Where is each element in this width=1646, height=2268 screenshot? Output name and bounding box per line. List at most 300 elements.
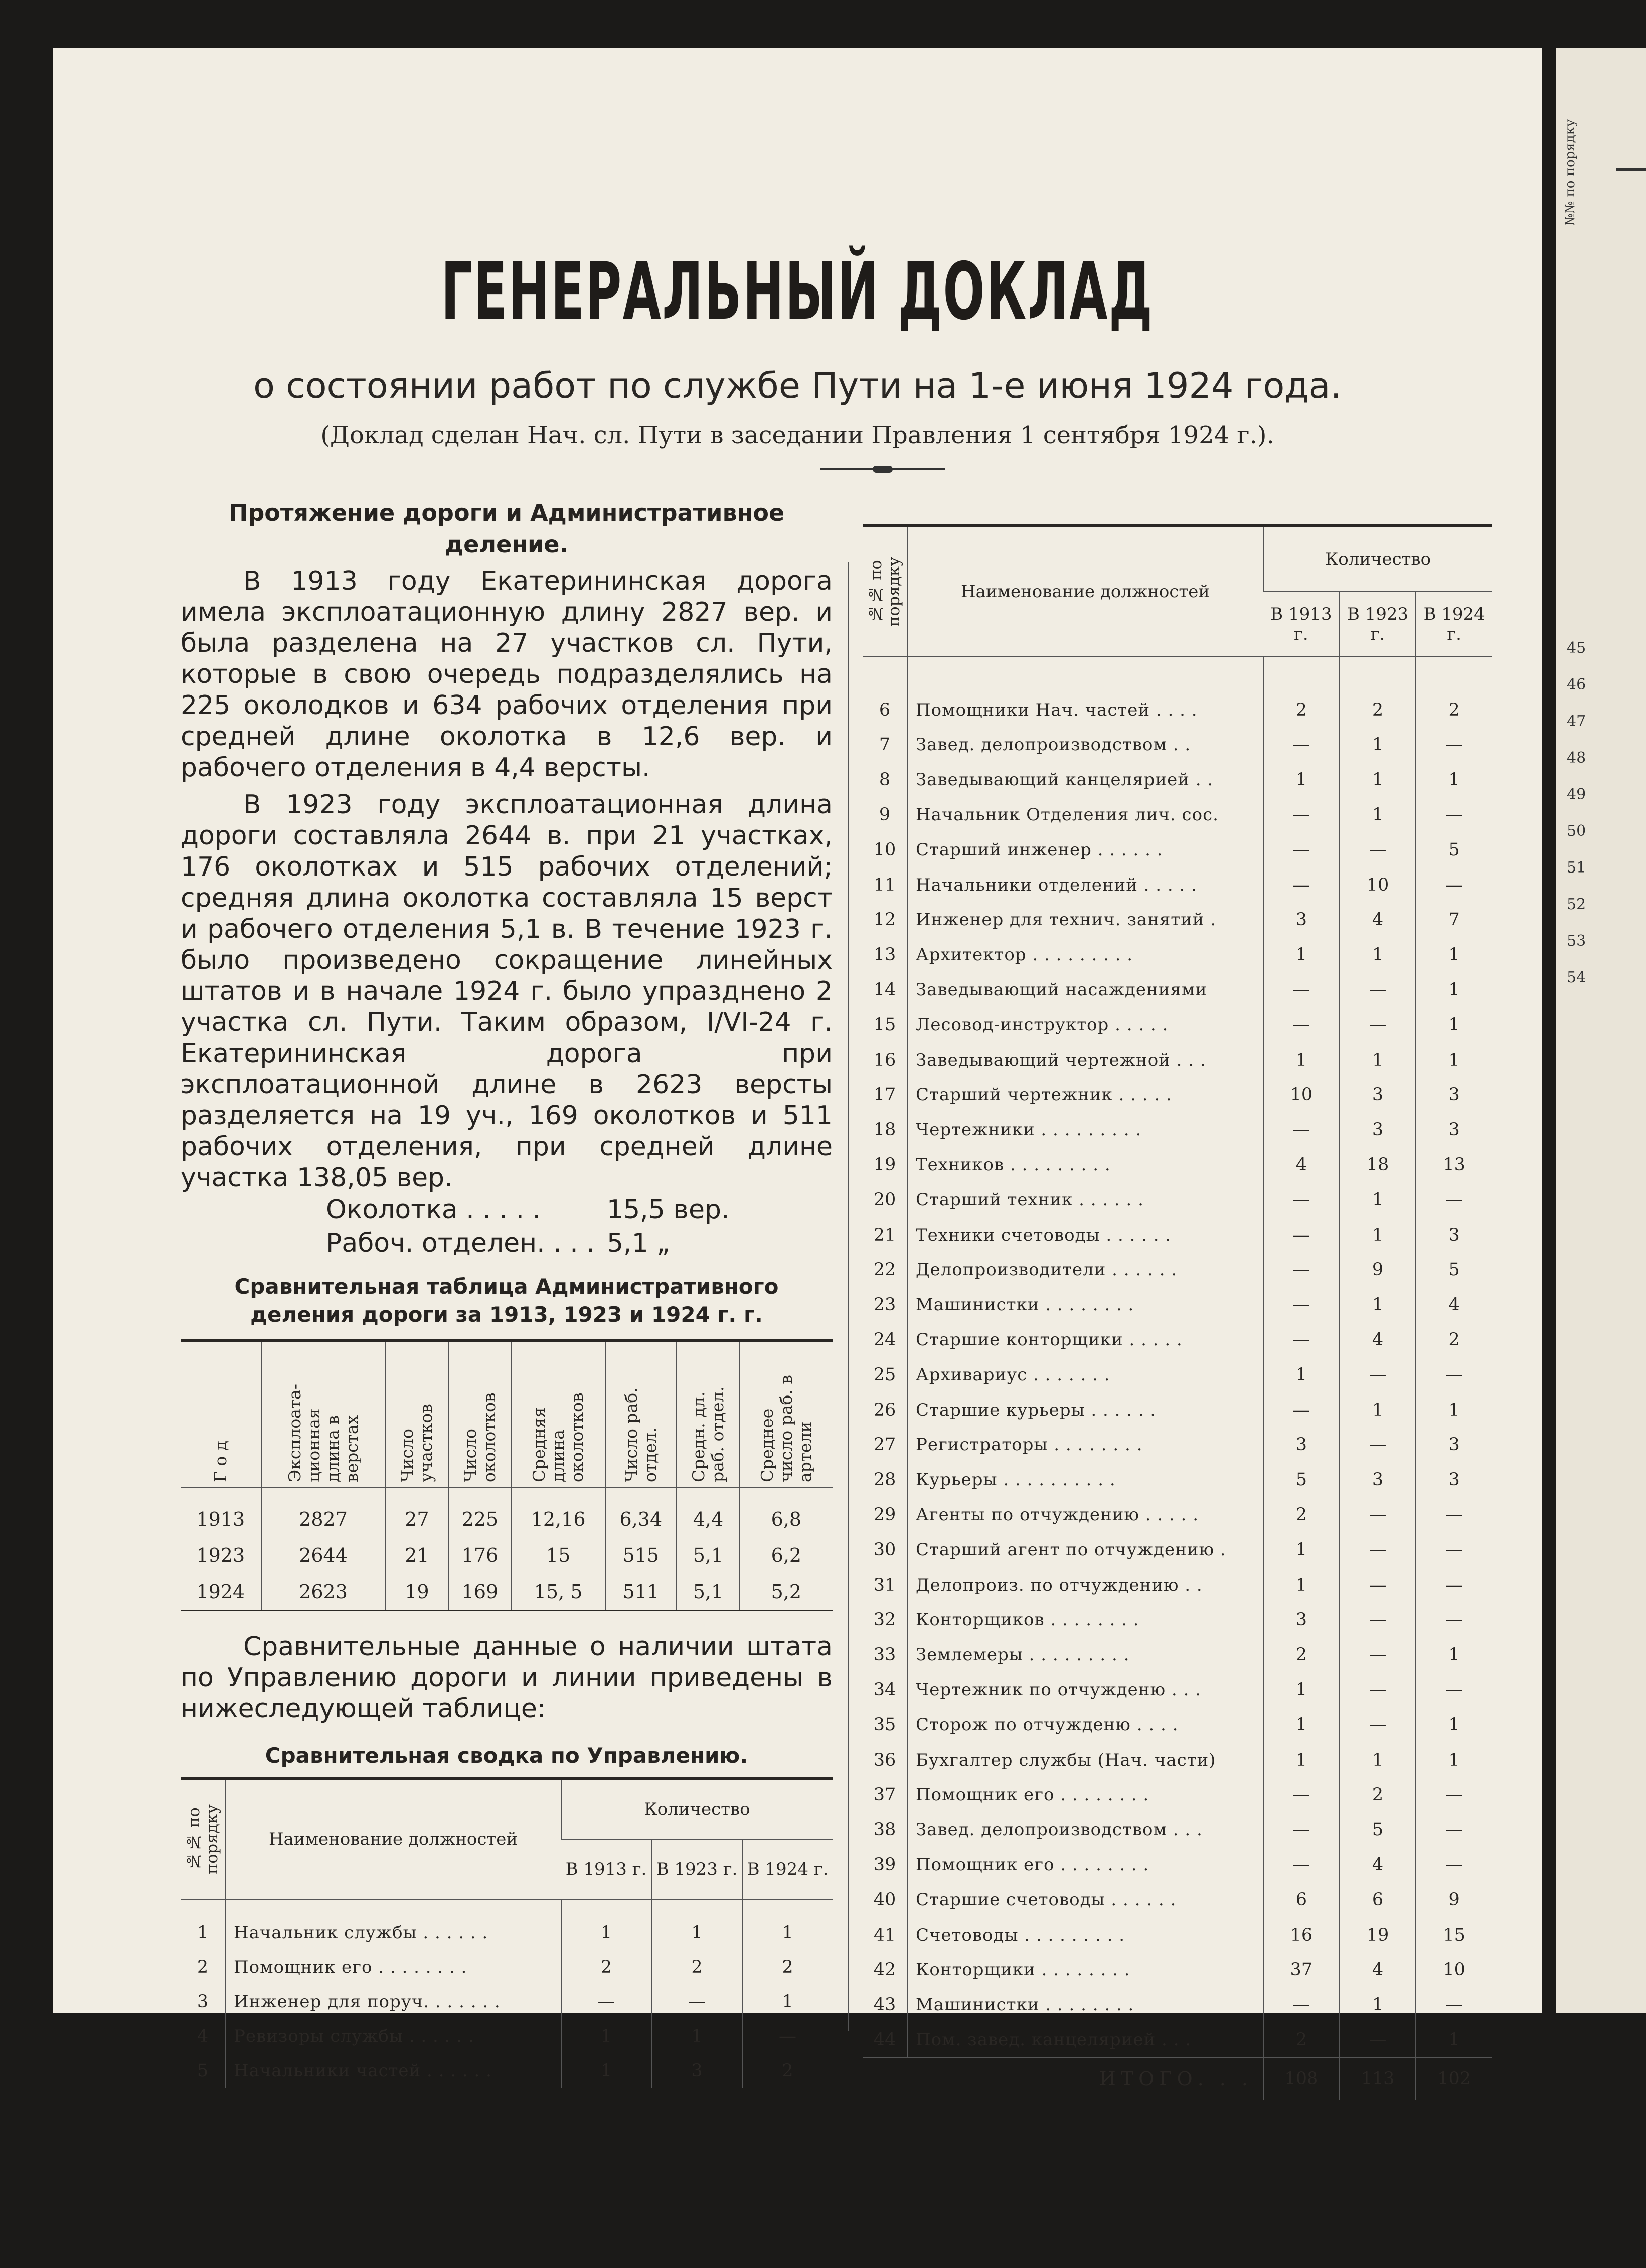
spacer-cell <box>225 1899 561 1915</box>
row-number: 3 <box>197 1991 209 2012</box>
table-row <box>863 1847 1492 1882</box>
row-number: 28 <box>873 1470 896 1490</box>
position-name: Техников . . . . . . . . . <box>907 1147 1263 1182</box>
col-num-label-right: №№ по порядку <box>866 557 903 627</box>
table-row <box>863 1147 1492 1182</box>
quantity-cell: 3 <box>1416 1462 1492 1497</box>
table-cell: 225 <box>448 1501 512 1537</box>
table-spacer-row <box>863 657 1492 692</box>
quantity-cell: — <box>1340 1428 1416 1463</box>
quantity-cell: 4 <box>1263 1147 1340 1182</box>
position-name: Чертежник по отчужденю . . . <box>907 1672 1263 1707</box>
position-name: Курьеры . . . . . . . . . . <box>907 1462 1263 1497</box>
staff-table-title: Сравнительная сводка по Управлению. <box>265 1743 748 1768</box>
col-1913-header: В 1913 г. <box>561 1839 651 1899</box>
row-number: 10 <box>873 839 896 860</box>
row-number: 14 <box>873 980 896 1000</box>
table-row <box>863 1778 1492 1813</box>
table-row <box>863 1952 1492 1987</box>
quantity-cell: — <box>1263 972 1340 1007</box>
position-name: Конторщиков . . . . . . . . <box>907 1603 1263 1638</box>
quantity-cell: 6 <box>1340 1882 1416 1917</box>
quantity-cell: 5 <box>1263 1462 1340 1497</box>
table-cell: 5,1 <box>677 1574 740 1611</box>
spacer-cell <box>181 1488 261 1501</box>
table-row <box>181 1950 833 1984</box>
quantity-cell: 3 <box>1416 1217 1492 1253</box>
spacer-cell <box>512 1488 605 1501</box>
right-column <box>863 524 1492 2100</box>
quantity-cell: 1 <box>1263 1042 1340 1078</box>
quantity-cell: — <box>1263 867 1340 903</box>
quantity-cell: 13 <box>1416 1147 1492 1182</box>
quantity-cell: — <box>1416 1812 1492 1847</box>
quantity-cell: 2 <box>561 1950 651 1984</box>
quantity-cell: — <box>1340 1672 1416 1707</box>
quantity-cell: 1 <box>1416 1742 1492 1778</box>
quantity-cell: 2 <box>742 2053 833 2088</box>
row-number: 36 <box>873 1750 896 1770</box>
total-1923: 113 <box>1340 2058 1416 2100</box>
position-name: Старший инженер . . . . . . <box>907 832 1263 867</box>
admin-col-header <box>386 1340 449 1488</box>
quantity-cell: 1 <box>1340 797 1416 832</box>
quantity-cell: 16 <box>1263 1917 1340 1953</box>
table-cell: 511 <box>605 1574 677 1611</box>
quantity-cell: — <box>1340 2022 1416 2058</box>
table-cell: 19 <box>386 1574 449 1611</box>
quantity-cell: 1 <box>1340 1217 1416 1253</box>
quantity-cell: — <box>1263 1392 1340 1428</box>
position-name: Агенты по отчуждению . . . . . <box>907 1497 1263 1532</box>
table-row <box>863 1532 1492 1567</box>
row-number: 4 <box>197 2026 209 2046</box>
spacer-cell <box>1416 657 1492 692</box>
quantity-cell: 1 <box>1416 762 1492 797</box>
quantity-cell: — <box>1416 1357 1492 1392</box>
table-row <box>863 762 1492 797</box>
spacer-cell <box>1263 657 1340 692</box>
spacer-cell <box>740 1488 833 1501</box>
row-number: 44 <box>873 2029 896 2050</box>
quantity-cell: 3 <box>1263 1603 1340 1638</box>
admin-col-header-label: Среднее число раб. в артели <box>757 1375 815 1482</box>
admin-col-header-label: Эксплоата- ционная длина в верстах <box>284 1384 362 1482</box>
adjacent-page-number: 54 <box>1567 969 1586 986</box>
table-row <box>863 972 1492 1007</box>
quantity-cell: 1 <box>1263 937 1340 972</box>
position-name: Старший чертежник . . . . . <box>907 1078 1263 1113</box>
spacer-cell <box>677 1488 740 1501</box>
avg-okolotok-value: 15,5 вер. <box>607 1195 730 1225</box>
col-name-header-right: Наименование должностей <box>907 526 1263 657</box>
spacer-cell <box>605 1488 677 1501</box>
quantity-cell: — <box>1263 1112 1340 1147</box>
table-row <box>863 1042 1492 1078</box>
table-row <box>181 1501 833 1537</box>
quantity-cell: — <box>1340 1357 1416 1392</box>
admin-table-title: Сравнительная таблица Административного деления дороги за 1913, 1923 и 1924 г. г. <box>234 1274 779 1327</box>
row-number: 37 <box>873 1785 896 1805</box>
table-cell: 6,2 <box>740 1537 833 1574</box>
quantity-cell: — <box>1416 728 1492 763</box>
quantity-cell: — <box>1416 1847 1492 1882</box>
quantity-cell: 1 <box>1263 1672 1340 1707</box>
spacer-cell <box>386 1488 449 1501</box>
table-row <box>181 2053 833 2088</box>
quantity-cell: 1 <box>1263 1707 1340 1742</box>
row-number: 1 <box>197 1922 209 1943</box>
total-row <box>863 2058 1492 2100</box>
position-name: Лесовод-инструктор . . . . . <box>907 1007 1263 1042</box>
position-name: Помощник его . . . . . . . . <box>225 1950 561 1984</box>
table-row <box>863 1672 1492 1707</box>
quantity-cell: 3 <box>1416 1112 1492 1147</box>
quantity-cell: 2 <box>1263 1497 1340 1532</box>
position-name: Инженер для технич. занятий . <box>907 903 1263 938</box>
quantity-cell: — <box>1263 797 1340 832</box>
table-row <box>863 1917 1492 1953</box>
table-row <box>863 1392 1492 1428</box>
position-name: Сторож по отчужденю . . . . <box>907 1707 1263 1742</box>
table-row <box>181 1984 833 2019</box>
table-row <box>863 1567 1492 1603</box>
quantity-cell: 1 <box>1340 1042 1416 1078</box>
row-number: 20 <box>873 1189 896 1210</box>
report-title: ГЕНЕРАЛЬНЫЙ ДОКЛАД <box>441 246 1154 338</box>
quantity-cell: 1 <box>1340 1287 1416 1322</box>
quantity-cell: — <box>1340 832 1416 867</box>
position-name: Начальник службы . . . . . . <box>225 1915 561 1950</box>
quantity-cell: — <box>1416 1672 1492 1707</box>
total-1913: 108 <box>1263 2058 1340 2100</box>
quantity-cell: — <box>1340 1007 1416 1042</box>
position-name: Старшие счетоводы . . . . . . <box>907 1882 1263 1917</box>
report-note: (Доклад сделан Нач. сл. Пути в заседании Правления 1 сентября 1924 г.). <box>320 421 1274 449</box>
quantity-cell: 4 <box>1340 1952 1416 1987</box>
spacer-cell <box>561 1899 651 1915</box>
row-number: 30 <box>873 1539 896 1560</box>
table-row <box>863 1462 1492 1497</box>
quantity-cell: 10 <box>1340 867 1416 903</box>
spacer-cell <box>907 657 1263 692</box>
row-number: 41 <box>873 1925 896 1945</box>
row-number: 7 <box>879 735 891 755</box>
position-name: Старший техник . . . . . . <box>907 1182 1263 1217</box>
quantity-cell: 15 <box>1416 1917 1492 1953</box>
table-row <box>863 1112 1492 1147</box>
table-row <box>863 1007 1492 1042</box>
table-cell: 6,8 <box>740 1501 833 1537</box>
quantity-cell: — <box>1263 1217 1340 1253</box>
spacer-cell <box>448 1488 512 1501</box>
position-name: Чертежники . . . . . . . . . <box>907 1112 1263 1147</box>
quantity-cell: 10 <box>1416 1952 1492 1987</box>
quantity-cell: 1 <box>561 2019 651 2053</box>
quantity-cell: — <box>1340 1567 1416 1603</box>
spacer-cell <box>181 1899 225 1915</box>
row-number: 34 <box>873 1680 896 1700</box>
quantity-cell: — <box>1263 1778 1340 1813</box>
total-1924: 102 <box>1416 2058 1492 2100</box>
row-number: 39 <box>873 1854 896 1875</box>
quantity-cell: 3 <box>1340 1462 1416 1497</box>
quantity-cell: 9 <box>1416 1882 1492 1917</box>
col-num-label: №№ по порядку <box>184 1804 221 1874</box>
staff-header-row <box>181 1778 833 1839</box>
table-cell: 176 <box>448 1537 512 1574</box>
column-divider <box>848 562 849 2031</box>
admin-division-table <box>181 1339 833 1611</box>
quantity-cell: — <box>1416 1532 1492 1567</box>
table-cell: 5,2 <box>740 1574 833 1611</box>
row-number: 19 <box>873 1155 896 1175</box>
quantity-cell: 2 <box>1340 1778 1416 1813</box>
spacer-cell <box>651 1899 742 1915</box>
paragraph-1913: В 1913 году Екатерининская дорога имела эксплоатационную длину 2827 вер. и была разделена на 27 участков сл. Пути, которые в свою очередь подразделялись на 225 околодков и 634 рабочих отделения при средней длине околотка в 12,6 вер. и рабочего отделения в 4,4 версты. <box>181 566 833 783</box>
staff-table-right <box>863 524 1492 2100</box>
adjacent-page-number: 50 <box>1567 822 1586 840</box>
table-row <box>863 1217 1492 1253</box>
table-row <box>181 1915 833 1950</box>
table-spacer-row <box>181 1899 833 1915</box>
total-label: ИТОГО. . . <box>863 2058 1263 2100</box>
quantity-cell: 1 <box>742 1915 833 1950</box>
quantity-cell: 3 <box>1263 1428 1340 1463</box>
position-name: Делопроизводители . . . . . . <box>907 1253 1263 1288</box>
adjacent-page-number: 49 <box>1567 786 1586 803</box>
table-cell: 1924 <box>196 1581 245 1603</box>
avg-otdel-line <box>326 1227 833 1260</box>
adjacent-page-number: 45 <box>1567 639 1586 657</box>
quantity-cell: — <box>1340 972 1416 1007</box>
col-1924-header-right: В 1924 г. <box>1416 592 1492 657</box>
table-row <box>863 1357 1492 1392</box>
quantity-cell: 2 <box>1263 1637 1340 1672</box>
paragraph-staff-intro: Сравнительные данные о наличии штата по Управлению дороги и линии приведены в нижеследующей таблице: <box>181 1632 833 1724</box>
table-row <box>863 1182 1492 1217</box>
quantity-cell: 1 <box>1340 728 1416 763</box>
quantity-cell: — <box>1263 728 1340 763</box>
table-row <box>181 2019 833 2053</box>
adjacent-page-number: 47 <box>1567 713 1586 730</box>
quantity-cell: — <box>1416 1778 1492 1813</box>
table-cell: 15, 5 <box>512 1574 605 1611</box>
position-name: Помощники Нач. частей . . . . <box>907 692 1263 728</box>
table-row <box>863 1707 1492 1742</box>
row-number: 9 <box>879 805 891 825</box>
quantity-cell: 19 <box>1340 1917 1416 1953</box>
row-number: 22 <box>873 1260 896 1280</box>
row-number: 8 <box>879 770 891 790</box>
admin-col-header <box>677 1340 740 1488</box>
quantity-cell: 2 <box>651 1950 742 1984</box>
quantity-cell: — <box>1340 1637 1416 1672</box>
admin-col-header-label: Число участков <box>397 1404 436 1482</box>
quantity-cell: — <box>1263 1253 1340 1288</box>
spacer-cell <box>1340 657 1416 692</box>
quantity-cell: 1 <box>1263 1742 1340 1778</box>
quantity-cell: 1 <box>1416 972 1492 1007</box>
quantity-cell: 2 <box>742 1950 833 1984</box>
quantity-cell: 2 <box>1416 1322 1492 1357</box>
position-name: Землемеры . . . . . . . . . <box>907 1637 1263 1672</box>
quantity-cell: 1 <box>1340 762 1416 797</box>
position-name: Техники счетоводы . . . . . . <box>907 1217 1263 1253</box>
table-row <box>863 797 1492 832</box>
row-number: 38 <box>873 1820 896 1840</box>
quantity-cell: 5 <box>1340 1812 1416 1847</box>
row-number: 15 <box>873 1014 896 1035</box>
adjacent-page-number: 51 <box>1567 859 1586 877</box>
paragraph-1923: В 1923 году эксплоатационная длина дороги составляла 2644 в. при 21 участках, 176 околотках и 515 рабочих отделений; средняя длина околотка составляла 15 верст и рабочего отделения 5,1 в. В течение 1923 г. было произведено сокращение линейных штатов и в начале 1924 г. было упразднено 2 участка сл. Пути. Таким образом, I/VI-24 г. Екатерининская дорога при эксплоатационной длине в 2623 версты разделяется на 19 уч., 169 околотков и 511 рабочих отделения, при средней длине участка 138,05 вер. <box>181 790 833 1193</box>
table-row <box>863 1497 1492 1532</box>
quantity-cell: 1 <box>651 1915 742 1950</box>
row-number: 24 <box>873 1330 896 1350</box>
quantity-cell: — <box>1263 1987 1340 2022</box>
avg-otdel-label: Рабоч. отделен. . . . <box>326 1228 595 1258</box>
left-column <box>181 486 833 2088</box>
table-cell: 2827 <box>261 1501 386 1537</box>
table-row <box>863 728 1492 763</box>
quantity-cell: 5 <box>1416 832 1492 867</box>
row-number: 29 <box>873 1505 896 1525</box>
row-number: 21 <box>873 1225 896 1245</box>
table-row <box>863 1253 1492 1288</box>
table-cell: 15 <box>512 1537 605 1574</box>
quantity-cell: 2 <box>1340 692 1416 728</box>
adjacent-page-number: 46 <box>1567 676 1586 693</box>
quantity-cell: 37 <box>1263 1952 1340 1987</box>
adjacent-page-number: 53 <box>1567 932 1586 950</box>
quantity-cell: 1 <box>1340 1392 1416 1428</box>
col-1923-header: В 1923 г. <box>651 1839 742 1899</box>
adjacent-page-rule <box>1616 168 1646 171</box>
table-cell: 515 <box>605 1537 677 1574</box>
row-number: 16 <box>873 1050 896 1070</box>
quantity-cell: 1 <box>1416 1707 1492 1742</box>
quantity-cell: 4 <box>1416 1287 1492 1322</box>
row-number: 42 <box>873 1960 896 1980</box>
quantity-cell: — <box>1416 1603 1492 1638</box>
quantity-cell: 7 <box>1416 903 1492 938</box>
admin-col-header <box>512 1340 605 1488</box>
quantity-cell: 1 <box>651 2019 742 2053</box>
row-number: 35 <box>873 1714 896 1735</box>
table-row <box>863 1428 1492 1463</box>
admin-table-body <box>181 1488 833 1611</box>
position-name: Завед. делопроизводством . . <box>907 728 1263 763</box>
row-number: 11 <box>873 875 896 895</box>
position-name: Помощник его . . . . . . . . <box>907 1778 1263 1813</box>
quantity-cell: — <box>1416 797 1492 832</box>
quantity-cell: 1 <box>1340 937 1416 972</box>
quantity-cell: 1 <box>1416 1392 1492 1428</box>
table-row <box>863 937 1492 972</box>
quantity-cell: 4 <box>1340 1322 1416 1357</box>
table-row <box>863 1287 1492 1322</box>
quantity-cell: 9 <box>1340 1253 1416 1288</box>
staff-table-left <box>181 1777 833 2088</box>
row-number: 23 <box>873 1295 896 1315</box>
quantity-cell: — <box>1340 1707 1416 1742</box>
quantity-cell: 5 <box>1416 1253 1492 1288</box>
admin-col-header <box>181 1340 261 1488</box>
row-number: 40 <box>873 1889 896 1910</box>
spacer-cell <box>863 657 907 692</box>
row-number: 18 <box>873 1120 896 1140</box>
row-number: 32 <box>873 1610 896 1630</box>
avg-okolotok-line <box>326 1193 833 1227</box>
table-row <box>863 692 1492 728</box>
quantity-cell: 2 <box>1263 2022 1340 2058</box>
position-name: Заведывающий насаждениями <box>907 972 1263 1007</box>
col-1924-header: В 1924 г. <box>742 1839 833 1899</box>
quantity-cell: — <box>1416 1987 1492 2022</box>
row-number: 6 <box>879 700 891 720</box>
staff-table-right-body <box>863 657 1492 2058</box>
quantity-cell: 1 <box>1263 1567 1340 1603</box>
quantity-cell: 3 <box>1416 1428 1492 1463</box>
quantity-cell: 1 <box>1416 937 1492 972</box>
quantity-cell: — <box>1416 867 1492 903</box>
position-name: Инженер для поруч. . . . . . . <box>225 1984 561 2019</box>
position-name: Машинистки . . . . . . . . <box>907 1987 1263 2022</box>
quantity-cell: 1 <box>1416 1637 1492 1672</box>
quantity-cell: 6 <box>1263 1882 1340 1917</box>
col-num-header-right <box>863 526 907 657</box>
table-row <box>863 1322 1492 1357</box>
adjacent-page-number: 52 <box>1567 896 1586 913</box>
quantity-cell: 1 <box>1263 762 1340 797</box>
row-number: 5 <box>197 2060 209 2081</box>
admin-col-header-label: Средн. дл. раб. отдел. <box>688 1386 727 1482</box>
table-row <box>863 903 1492 938</box>
quantity-cell: — <box>1263 832 1340 867</box>
table-row <box>863 1882 1492 1917</box>
table-cell: 5,1 <box>677 1537 740 1574</box>
row-number: 13 <box>873 945 896 965</box>
table-cell: 6,34 <box>605 1501 677 1537</box>
quantity-cell: 1 <box>1416 1007 1492 1042</box>
col-qty-header: Количество <box>561 1778 833 1839</box>
quantity-cell: 3 <box>1340 1112 1416 1147</box>
quantity-cell: 10 <box>1263 1078 1340 1113</box>
staff-table-left-body <box>181 1899 833 2088</box>
admin-col-header <box>740 1340 833 1488</box>
quantity-cell: — <box>1340 1532 1416 1567</box>
row-number: 26 <box>873 1400 896 1420</box>
quantity-cell: — <box>1416 1567 1492 1603</box>
table-cell: 2623 <box>261 1574 386 1611</box>
table-row <box>863 1812 1492 1847</box>
position-name: Ревизоры службы . . . . . . <box>225 2019 561 2053</box>
position-name: Делопроиз. по отчуждению . . <box>907 1567 1263 1603</box>
quantity-cell: — <box>1263 1847 1340 1882</box>
admin-col-header-label: Число раб. отдел. <box>621 1387 660 1482</box>
table-row <box>863 1078 1492 1113</box>
quantity-cell: 4 <box>1340 903 1416 938</box>
position-name: Архитектор . . . . . . . . . <box>907 937 1263 972</box>
admin-col-header <box>261 1340 386 1488</box>
staff-header-row-right <box>863 526 1492 592</box>
quantity-cell: — <box>1263 1812 1340 1847</box>
quantity-cell: 1 <box>561 2053 651 2088</box>
position-name: Счетоводы . . . . . . . . . <box>907 1917 1263 1953</box>
admin-table-header-row <box>181 1340 833 1488</box>
quantity-cell: 1 <box>1416 2022 1492 2058</box>
admin-col-header-label: Г о д <box>210 1440 230 1482</box>
